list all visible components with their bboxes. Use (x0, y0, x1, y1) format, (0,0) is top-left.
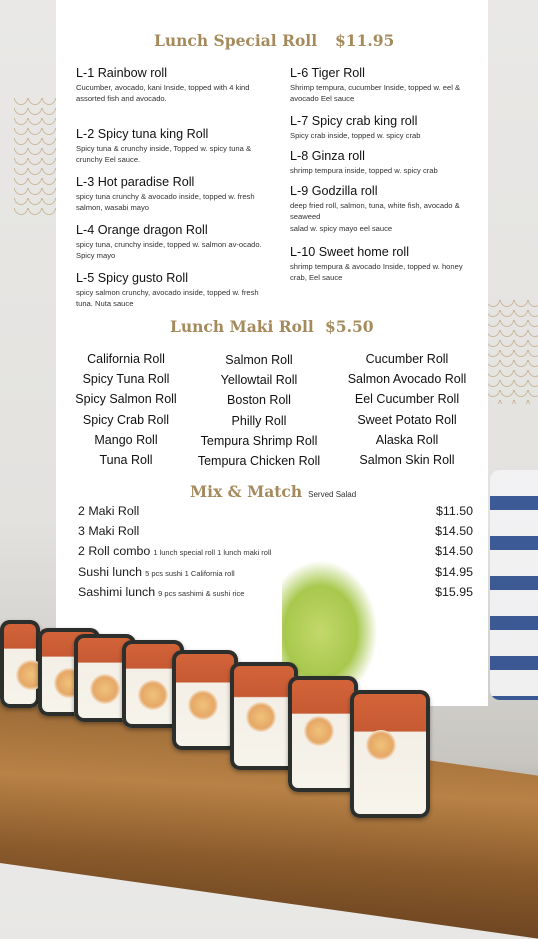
mix-row (78, 504, 473, 520)
item-description: Shrimp tempura, cucumber Inside, topped w. eel & avocado Eel sauce (290, 83, 461, 103)
sushi-roll-piece-image (0, 620, 40, 708)
lunch-special-price: $11.95 (335, 31, 395, 50)
item-description: shrimp tempura & avocado Inside, topped w. honey crab, Eel sauce (290, 262, 463, 282)
maki-item: Spicy Salmon Roll (75, 392, 177, 407)
maki-item: Spicy Crab Roll (82, 412, 170, 427)
mix-row (78, 524, 473, 540)
item-name: L-9 Godzilla roll (290, 184, 378, 198)
menu-item (290, 66, 476, 104)
mix-row-note: 1 lunch special roll 1 lunch maki roll (153, 548, 272, 557)
mix-row-name (78, 585, 244, 599)
mix-row-label: Sashimi lunch (78, 585, 156, 599)
maki-column (51, 349, 201, 470)
wave-pattern-decoration (486, 300, 538, 404)
mix-row-name (78, 524, 142, 538)
item-description: spicy salmon crunchy, avocado inside, topped w. fresh tuna. Nuta sauce (76, 288, 259, 308)
menu-item (76, 175, 272, 213)
item-name: L-7 Spicy crab king roll (290, 114, 418, 128)
menu-item (76, 66, 272, 104)
maki-item: Mango Roll (94, 432, 158, 447)
item-description: shrimp tempura inside, topped w. spicy crab (290, 166, 438, 175)
served-salad-note: Served Salad (308, 490, 357, 499)
mix-row-note: 9 pcs sashimi & sushi rice (158, 589, 245, 598)
menu-item (76, 223, 272, 261)
mix-row-price: $14.50 (435, 544, 473, 558)
mix-row-price: $14.95 (435, 565, 473, 579)
maki-item: Yellowtail Roll (220, 373, 298, 388)
lunch-special-title: Lunch Special Roll (154, 31, 318, 50)
maki-column (332, 349, 482, 470)
item-name: L-2 Spicy tuna king Roll (76, 127, 209, 141)
maki-item: Tuna Roll (99, 453, 153, 468)
maki-item: Philly Roll (231, 413, 287, 428)
maki-item: Alaska Roll (375, 432, 439, 447)
maki-item: Spicy Tuna Roll (82, 372, 170, 387)
sushi-roll-piece-image (172, 650, 238, 750)
menu-item (290, 149, 476, 176)
item-description: salad w. spicy mayo eel sauce (290, 224, 393, 233)
garnish-leaf-image (282, 560, 378, 680)
lunch-maki-title: Lunch Maki Roll (170, 317, 314, 336)
mix-row-name (78, 544, 271, 558)
mix-row (78, 544, 473, 560)
maki-item: Salmon Roll (225, 353, 293, 367)
mix-row (78, 585, 473, 601)
maki-item: Sweet Potato Roll (357, 412, 457, 427)
maki-item: Tempura Chicken Roll (197, 454, 321, 469)
item-name: L-6 Tiger Roll (290, 66, 365, 80)
mix-row-price: $14.50 (435, 524, 473, 538)
mix-row-name (78, 565, 235, 579)
item-name: L-1 Rainbow roll (76, 66, 167, 80)
blue-white-vase-image (490, 470, 538, 700)
mix-row-note: 5 pcs sushi 1 California roll (145, 569, 235, 578)
mix-match-title-text: Mix & Match (190, 482, 303, 501)
maki-item: Boston Roll (227, 393, 291, 408)
item-description: deep fried roll, salmon, tuna, white fish, avocado & seaweed (290, 201, 460, 221)
maki-item: Cucumber Roll (365, 352, 449, 366)
mix-row-label: 2 Roll combo (78, 544, 151, 558)
mix-match-title (190, 482, 356, 501)
item-name: L-8 Ginza roll (290, 149, 365, 163)
menu-item (290, 184, 476, 234)
item-description: Spicy crab inside, topped w. spicy crab (290, 131, 421, 140)
mix-row-label: 2 Maki Roll (78, 504, 140, 518)
item-name: L-5 Spicy gusto Roll (76, 271, 188, 285)
maki-column (184, 350, 334, 471)
sushi-roll-piece-image (288, 676, 358, 792)
item-name: L-3 Hot paradise Roll (76, 175, 195, 189)
mix-row-name (78, 504, 142, 518)
item-description: Cucumber, avocado, kani Inside, topped with 4 kind assorted fish and avocado. (76, 83, 250, 103)
menu-item (76, 271, 272, 309)
maki-item: Salmon Avocado Roll (347, 372, 467, 387)
menu-item (290, 245, 476, 283)
maki-item: Salmon Skin Roll (359, 453, 455, 468)
mix-row (78, 565, 473, 581)
lunch-maki-price: $5.50 (325, 317, 374, 336)
maki-item: Tempura Shrimp Roll (200, 433, 318, 448)
mix-row-label: 3 Maki Roll (78, 524, 140, 538)
menu-item (76, 127, 272, 165)
sushi-roll-piece-image (350, 690, 430, 818)
item-name: L-10 Sweet home roll (290, 245, 410, 259)
item-name: L-4 Orange dragon Roll (76, 223, 208, 237)
item-description: spicy tuna crunchy & avocado inside, topped w. fresh salmon, wasabi mayo (76, 192, 255, 212)
maki-item: Eel Cucumber Roll (354, 392, 460, 407)
menu-item (290, 114, 476, 141)
item-description: Spicy tuna & crunchy inside, Topped w. spicy tuna & crunchy Eel sauce. (76, 144, 252, 164)
item-description: spicy tuna, crunchy inside, topped w. salmon av-ocado. Spicy mayo (76, 240, 262, 260)
mix-row-price: $11.50 (436, 504, 473, 518)
mix-row-label: Sushi lunch (78, 565, 143, 579)
mix-row-price: $15.95 (435, 585, 473, 599)
maki-item: California Roll (87, 352, 165, 366)
